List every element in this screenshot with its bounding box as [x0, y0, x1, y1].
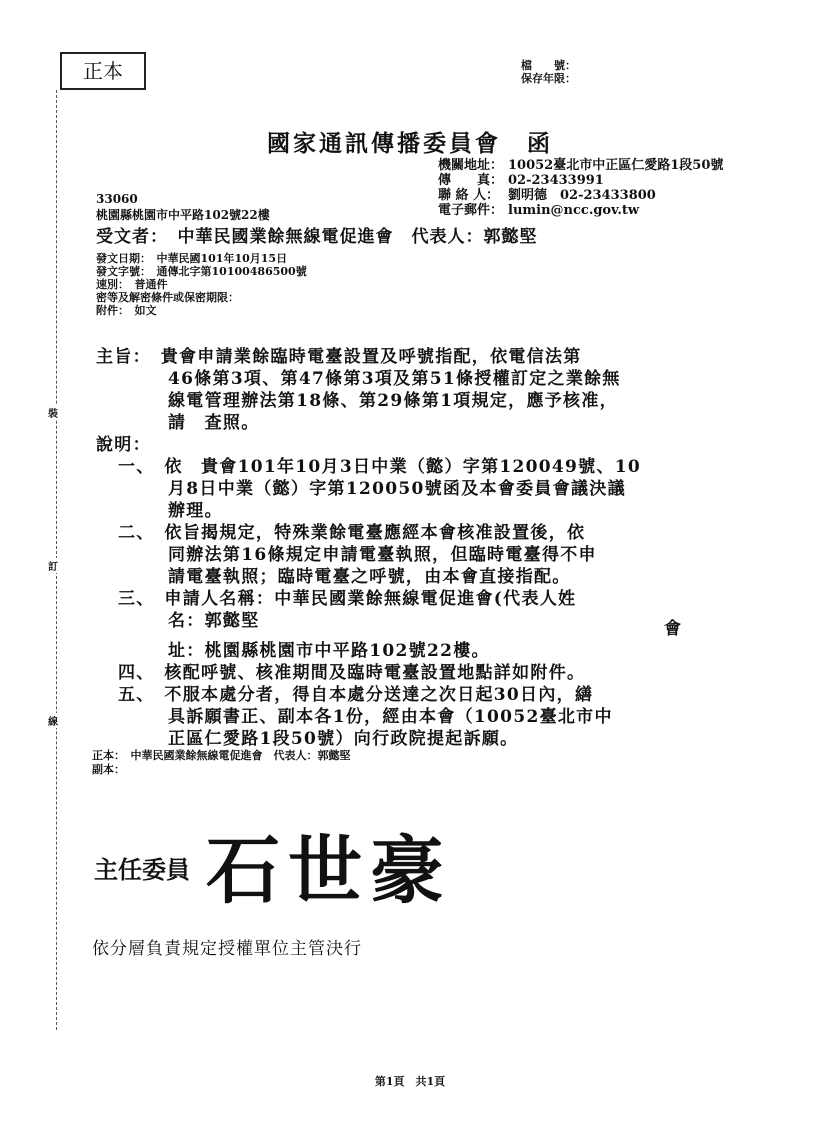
- body-line: 請電臺執照；臨時電臺之呼號，由本會直接指配。: [168, 567, 571, 587]
- signatory-name: 石世豪: [206, 828, 452, 914]
- body-line: 一、 依 貴會101年10月3日中業（懿）字第120049號、10: [118, 457, 641, 477]
- contact-email: 電子郵件： lumin@ncc.gov.tw: [438, 203, 640, 218]
- body-line: 名：郭懿堅: [168, 611, 260, 631]
- original-copy-stamp: 正本: [60, 52, 146, 90]
- signatory-title: 主任委員: [94, 855, 190, 884]
- body-line: 請 查照。: [168, 413, 260, 433]
- body-line: 主旨： 貴會申請業餘臨時電臺設置及呼號指配，依電信法第: [96, 347, 582, 367]
- issue-date: 發文日期： 中華民國101年10月15日: [96, 252, 288, 265]
- document-number: 發文字號： 通傳北字第10100486500號: [96, 265, 307, 278]
- duplicate-copy: 副本：: [92, 763, 125, 776]
- agency-contact-block: [438, 158, 723, 218]
- dispatch-meta: [96, 252, 307, 317]
- original-copy: 正本： 中華民國業餘無線電促進會 代表人：郭懿堅: [92, 749, 351, 762]
- body-line: 線電管理辦法第18條、第29條第1項規定，應予核准，: [168, 391, 618, 411]
- attachment: 附件： 如文: [96, 304, 157, 317]
- body-line: 46條第3項、第47條第3項及第51條授權訂定之業餘無: [168, 369, 621, 389]
- body-line: 五、 不服本處分者，得自本處分送達之次日起30日內，繕: [118, 685, 594, 705]
- recipient-address: 桃園縣桃園市中平路102號22樓: [96, 208, 270, 222]
- contact-person: 聯 絡 人： 劉明德 02-23433800: [438, 188, 656, 203]
- body-line: 月8日中業（懿）字第120050號函及本會委員會議決議: [168, 479, 626, 499]
- body-line: 址：桃園縣桃園市中平路102號22樓。: [168, 641, 490, 661]
- contact-address: 機關地址： 10052臺北市中正區仁愛路1段50號: [438, 158, 724, 173]
- contact-fax: 傳 真： 02-23433991: [438, 173, 604, 188]
- document-title: 國家通訊傳播委員會 函: [267, 130, 553, 157]
- authorization-note: 依分層負責規定授權單位主管決行: [92, 939, 362, 959]
- body-line: 三、 申請人名稱：中華民國業餘無線電促進會(代表人姓: [118, 589, 577, 609]
- file-number: 檔 號：: [521, 59, 576, 72]
- body-line: 正區仁愛路1段50號）向行政院提起訴願。: [168, 729, 519, 749]
- copies-block: [92, 749, 351, 777]
- receiver-line: 受文者： 中華民國業餘無線電促進會 代表人：郭懿堅: [96, 227, 538, 247]
- body-line: 具訴願書正、副本各1份，經由本會（10052臺北市中: [168, 707, 613, 727]
- retention-period: 保存年限：: [521, 72, 576, 85]
- binding-mark-xian: 線: [48, 713, 58, 728]
- body-line: 說明：: [96, 435, 151, 455]
- body-line: 會: [664, 619, 683, 639]
- body-line: 四、 核配呼號、核准期間及臨時電臺設置地點詳如附件。: [118, 663, 586, 683]
- body-line: 同辦法第16條規定申請電臺執照，但臨時電臺得不申: [168, 545, 597, 565]
- page-number: 第1頁 共1頁: [374, 1075, 446, 1088]
- postal-code: 33060: [96, 192, 138, 206]
- urgency: 速別： 普通件: [96, 278, 168, 291]
- confidentiality: 密等及解密條件或保密期限：: [96, 291, 239, 304]
- binding-mark-ding: 訂: [48, 558, 58, 573]
- body-line: 二、 依旨揭規定，特殊業餘電臺應經本會核准設置後，依: [118, 523, 586, 543]
- binding-mark-zhuang: 裝: [48, 405, 58, 420]
- body-line: 辦理。: [168, 501, 223, 521]
